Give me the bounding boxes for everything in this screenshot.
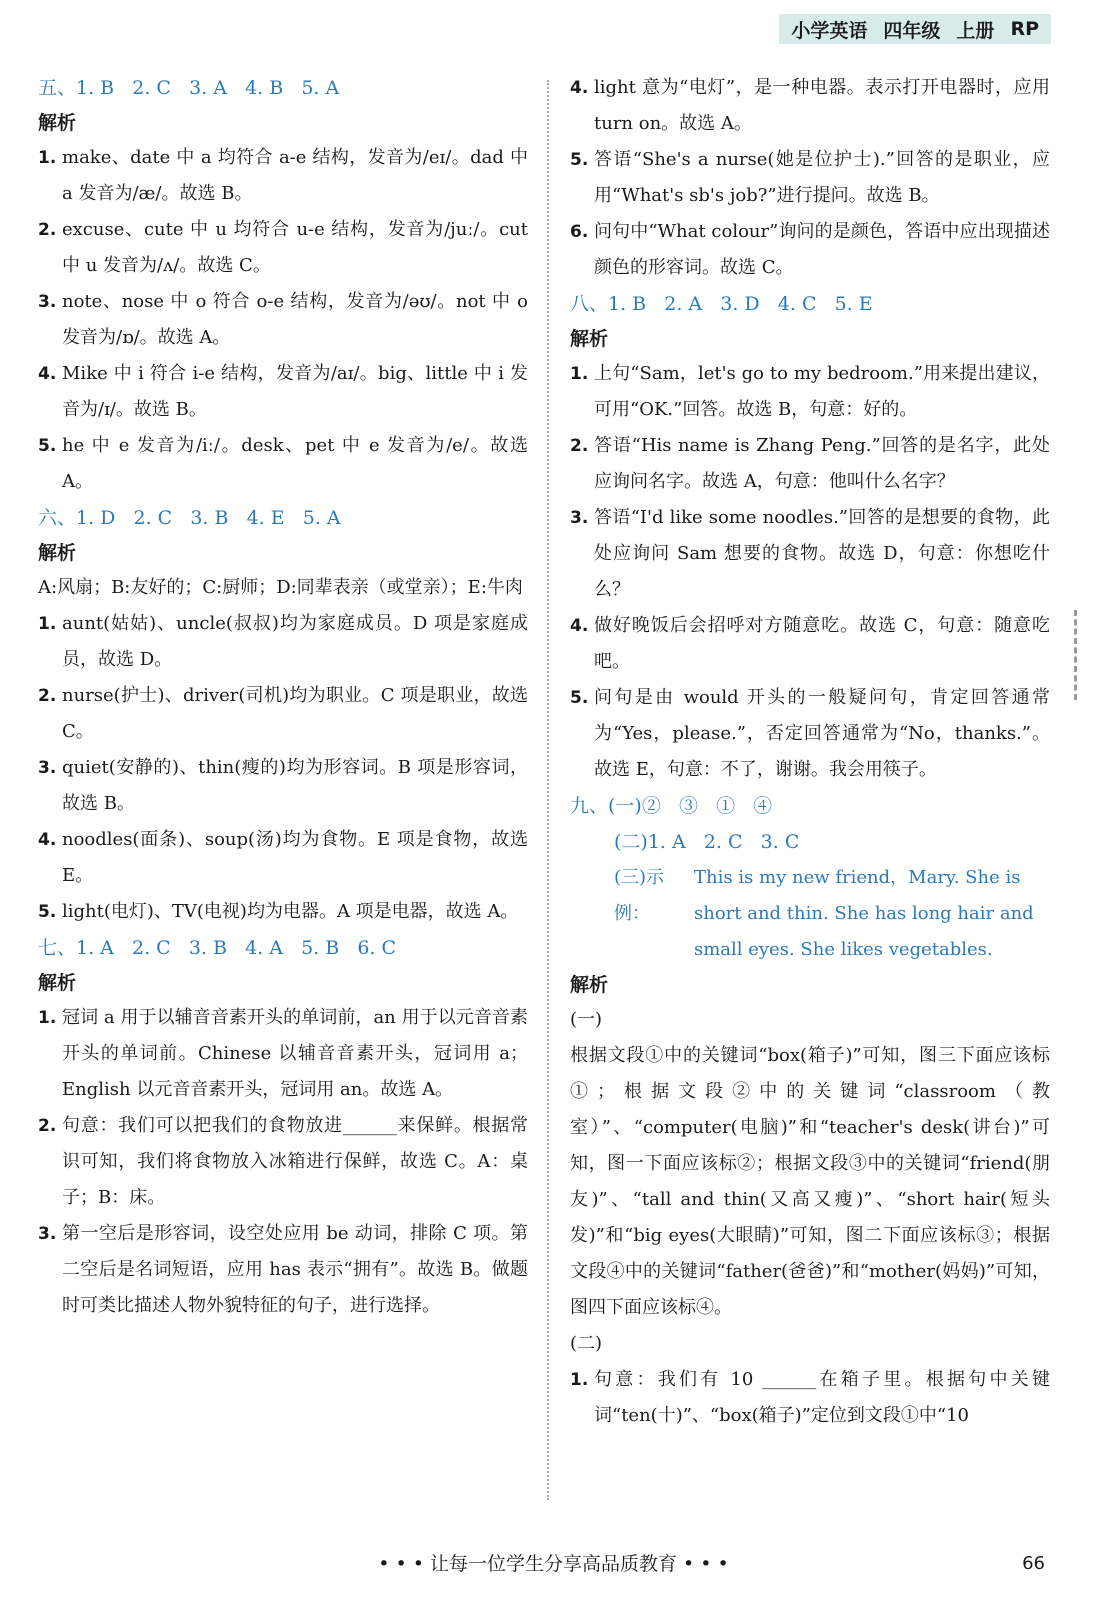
section-5-answers: 五、1. B 2. C 3. A 4. B 5. A bbox=[38, 77, 340, 99]
section-6-item: 1. aunt(姑姑)、uncle(叔叔)均为家庭成员。D 项是家庭成员，故选 D。 bbox=[38, 613, 528, 670]
section-9-example: (三)示例： This is my new friend，Mary. She is short and thin. She has long hair and small eyes. She likes vegetables. bbox=[614, 867, 1034, 960]
section-8-item: 5. 问句是由 would 开头的一般疑问句，肯定回答通常为“Yes，please.”，否定回答通常为“No，thanks.”。故选 E，句意：不了，谢谢。我会用筷子。 bbox=[570, 687, 1050, 780]
section-6-intro: A:风扇；B:友好的；C:厨师；D:同辈表亲（或堂亲）；E:牛肉 bbox=[38, 577, 523, 598]
section-9-analysis-title: 解析 bbox=[570, 974, 609, 996]
section-8-item: 2. 答语“His name is Zhang Peng.”回答的是名字，此处应询问名字。故选 A，句意：他叫什么名字？ bbox=[570, 435, 1050, 492]
header-subject: 小学英语 bbox=[791, 19, 868, 42]
column-divider bbox=[547, 80, 549, 1500]
footer-slogan: • • • 让每一位学生分享高品质教育 • • • bbox=[378, 1553, 729, 1575]
section-5-item: 2. excuse、cute 中 u 均符合 u-e 结构，发音为/juː/。cut 中 u 发音为/ʌ/。故选 C。 bbox=[38, 219, 528, 276]
left-column bbox=[38, 70, 528, 1540]
section-7-item: 5. 答语“She's a nurse(她是位护士).”回答的是职业，应用“What's sb's job?”进行提问。故选 B。 bbox=[570, 149, 1050, 206]
section-8-answers: 八、1. B 2. A 3. D 4. C 5. E bbox=[570, 293, 873, 315]
section-7-item: 1. 冠词 a 用于以辅音音素开头的单词前，an 用于以元音音素开头的单词前。Chinese 以辅音音素开头，冠词用 a；English 以元音音素开头，冠词用 an。故选 A。 bbox=[38, 1007, 528, 1100]
section-8-analysis-title: 解析 bbox=[570, 328, 609, 350]
right-column bbox=[570, 70, 1050, 1540]
header-edition: RP bbox=[1010, 18, 1039, 40]
section-6-item: 2. nurse(护士)、driver(司机)均为职业。C 项是职业，故选 C。 bbox=[38, 685, 528, 742]
section-7-answers: 七、1. A 2. C 3. B 4. A 5. B 6. C bbox=[38, 937, 397, 959]
page-number: 66 bbox=[1022, 1553, 1045, 1574]
section-6-item: 5. light(电灯)、TV(电视)均为电器。A 项是电器，故选 A。 bbox=[38, 901, 519, 922]
section-6-answers: 六、1. D 2. C 3. B 4. E 5. A bbox=[38, 507, 341, 529]
section-9-sub2-label: (二) bbox=[570, 1333, 603, 1354]
section-7-analysis-title: 解析 bbox=[38, 972, 77, 994]
section-5-item: 4. Mike 中 i 符合 i-e 结构，发音为/aɪ/。big、little 中 i 发音为/ɪ/。故选 B。 bbox=[38, 363, 528, 420]
section-8-item: 4. 做好晚饭后会招呼对方随意吃。故选 C，句意：随意吃吧。 bbox=[570, 615, 1050, 672]
section-8-item: 1. 上句“Sam，let's go to my bedroom.”用来提出建议，可用“OK.”回答。故选 B，句意：好的。 bbox=[570, 363, 1050, 420]
section-7-item: 4. light 意为“电灯”，是一种电器。表示打开电器时，应用 turn on。故选 A。 bbox=[570, 77, 1050, 134]
section-5-item: 3. note、nose 中 o 符合 o-e 结构，发音为/əʊ/。not 中 o 发音为/ɒ/。故选 A。 bbox=[38, 291, 528, 348]
header-grade: 四年级 bbox=[883, 19, 941, 42]
section-6-analysis-title: 解析 bbox=[38, 542, 77, 564]
section-9-sub1-text: 根据文段①中的关键词“box(箱子)”可知，图三下面应该标①；根据文段②中的关键词“classroom（教室）”、“computer(电脑)”和“teacher's desk(讲台)”可知，图一下面应该标②；根据文段③中的关键词“friend(朋友)”、“tall and thin(又高又瘦)”、“short hair(短头发)”和“big eyes(大眼睛)”可知，图二下面应该标③；根据文段④中的关键词“father(爸爸)”和“mother(妈妈)”可知，图四下面应该标④。 bbox=[570, 1045, 1050, 1318]
section-8-item: 3. 答语“I'd like some noodles.”回答的是想要的食物，此处应询问 Sam 想要的食物。故选 D，句意：你想吃什么？ bbox=[570, 507, 1050, 600]
section-6-item: 3. quiet(安静的)、thin(瘦的)均为形容词。B 项是形容词，故选 B。 bbox=[38, 757, 528, 814]
header-band bbox=[779, 14, 1051, 44]
edge-marks bbox=[1074, 610, 1085, 700]
section-7-item: 2. 句意：我们可以把我们的食物放进______来保鲜。根据常识可知，我们将食物放入冰箱进行保鲜，故选 C。A：桌子；B：床。 bbox=[38, 1115, 528, 1208]
section-9-answers-part1: 九、(一)② ③ ① ④ bbox=[570, 795, 773, 817]
section-9-answers-part2: (二)1. A 2. C 3. C bbox=[614, 831, 800, 853]
section-6-item: 4. noodles(面条)、soup(汤)均为食物。E 项是食物，故选 E。 bbox=[38, 829, 528, 886]
header-volume: 上册 bbox=[956, 19, 995, 42]
section-7-item: 6. 问句中“What colour”询问的是颜色，答语中应出现描述颜色的形容词。故选 C。 bbox=[570, 221, 1050, 278]
section-5-item: 5. he 中 e 发音为/iː/。desk、pet 中 e 发音为/e/。故选 A。 bbox=[38, 435, 528, 492]
section-7-item: 3. 第一空后是形容词，设空处应用 be 动词，排除 C 项。第二空后是名词短语，应用 has 表示“拥有”。故选 B。做题时可类比描述人物外貌特征的句子，进行选择。 bbox=[38, 1223, 528, 1316]
section-5-item: 1. make、date 中 a 均符合 a-e 结构，发音为/eɪ/。dad 中 a 发音为/æ/。故选 B。 bbox=[38, 147, 528, 204]
section-5-analysis-title: 解析 bbox=[38, 112, 77, 134]
section-9-sub1-label: (一) bbox=[570, 1009, 603, 1030]
section-9-item: 1. 句意：我们有 10 ______在箱子里。根据句中关键词“ten(十)”、“box(箱子)”定位到文段①中“10 bbox=[570, 1369, 1050, 1426]
